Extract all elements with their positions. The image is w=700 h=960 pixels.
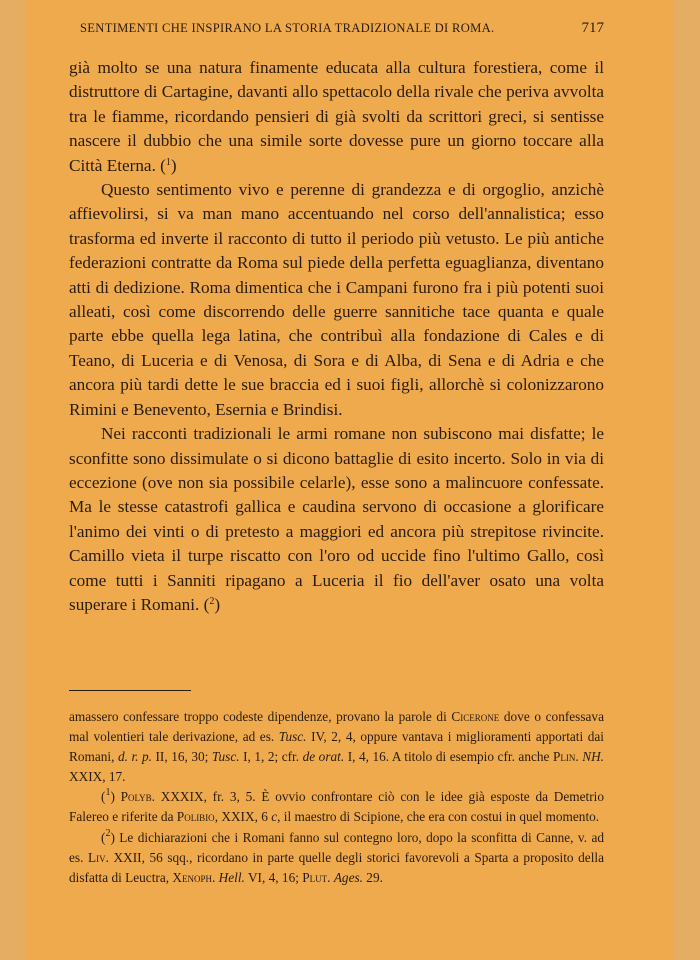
author-name: Xenoph. — [172, 869, 216, 885]
author-name: Polyb. — [120, 789, 155, 805]
paragraph-1-text: già molto se una natura finamente educata alla cultura forestiera, come il distruttore di Cartagine, davanti allo spettacolo della rivale che periva avvolta tra le fiamme, ricordando pensieri di già svolti da scrittori greci, si sentisse nascere il dubbio che una simile sorte dovesse pure un giorno toccare alla Città Eterna. — [69, 58, 604, 175]
footnote-continuation: amassero confessare troppo codeste dipendenze, provano la parole di Cicerone dove o confessava mal volentieri tale derivazione, ad es. Tusc. IV, 2, 4, oppure vantava i miglioramenti apportati dai Romani, d. r. p. II, 16, 30; Tusc. I, 1, 2; cfr. de orat. I, 4, 16. A titolo di esempio cfr. anche Plin. NH. XXIX, 17. — [69, 709, 604, 785]
footnote-2: ($^2$) Le dichiarazioni che i Romani fanno sul contegno loro, dopo la sconfitta di Canne, v. ad es. Liv. XXII, 56 sqq., ricordano in parte quelle degli storici favorevoli a Sparta a proposito della disfatta di Leuctra, Xenoph. Hell. VI, 4, 16; Plut. Ages. 29. — [69, 827, 604, 885]
footnote-separator — [69, 690, 191, 691]
page-number: 717 — [581, 20, 604, 36]
author-name: Plut. — [302, 869, 331, 885]
footnote-1: ($^1$) Polyb. XXXIX, fr. 3, 5. È ovvio confrontare ciò con le idee già esposte da Demetrio Falereo e riferite da Polibio, XXIX, 6 c, il maestro di Scipione, che era con costui in quel momento. — [69, 787, 604, 825]
running-head: SENTIMENTI CHE INSPIRANO LA STORIA TRADIZIONALE DI ROMA. — [80, 21, 495, 35]
work-title: de orat. — [302, 749, 345, 765]
main-text — [69, 56, 604, 617]
footnotes — [69, 707, 604, 888]
author-name: Cicerone — [451, 709, 500, 724]
footnote-ref-2: ($^2$) — [203, 594, 221, 614]
work-title: Tusc. — [211, 749, 240, 765]
footnote-marker: ($^1$) — [101, 787, 115, 805]
paragraph-2: Questo sentimento vivo e perenne di grandezza e di orgoglio, anzichè affievolirsi, si va man mano accentuando nel corso dell'annalistica; esso trasforma ed inverte il racconto di tutto il periodo più vetusto. Le più antiche federazioni contratte da Roma sul piede della perfetta eguaglianza, diventano atti di dedizione. Roma dimentica che i Campani furono fra i più potenti suoi alleati, così come discorrendo delle guerre sannitiche tace quanta e quale parte ebbe quella lega latina, che contribuì alla fondazione di Cales e di Teano, di Luceria e di Venosa, di Sora e di Alba, di Sena e di Adria e che ancora più tardi dette le sue braccia ed i suoi figli, allorchè si colonizzarono Rimini e Benevento, Esernia e Brindisi. — [69, 180, 604, 419]
author-name: Polibio — [176, 809, 215, 825]
work-title: Tusc. — [278, 729, 307, 745]
paragraph-3-text: Nei racconti tradizionali le armi romane non subiscono mai disfatte; le sconfitte sono dissimulate o si dicono battaglie di esito incerto. Solo in via di eccezione (ove non sia possibile celarle), esse sono a malincuore confessate. Ma le stesse catastrofi gallica e caudina servono di occasione a glorificare l'animo dei vinti o di pretesto a maggiori ed ancora più strepitose rivincite. Camillo vieta il turpe riscatto con l'oro od uccide fino l'ultimo Gallo, così come tutti i Sanniti ripagano a Luceria il fio dell'aver osato una volta superare i Romani. — [69, 424, 604, 614]
paragraph-1 — [69, 56, 604, 178]
work-title: d. r. p. — [117, 749, 152, 765]
work-title: Hell. — [218, 869, 245, 885]
work-title: Ages. — [333, 869, 363, 885]
author-name: Liv. — [87, 849, 109, 865]
paragraph-3 — [69, 422, 604, 617]
page-header — [80, 20, 604, 37]
footnote-marker: ($^2$) — [101, 827, 115, 845]
author-name: Plin. — [552, 749, 579, 765]
work-title: NH. — [582, 749, 604, 765]
footnote-ref-1: ($^1$) — [160, 155, 177, 175]
